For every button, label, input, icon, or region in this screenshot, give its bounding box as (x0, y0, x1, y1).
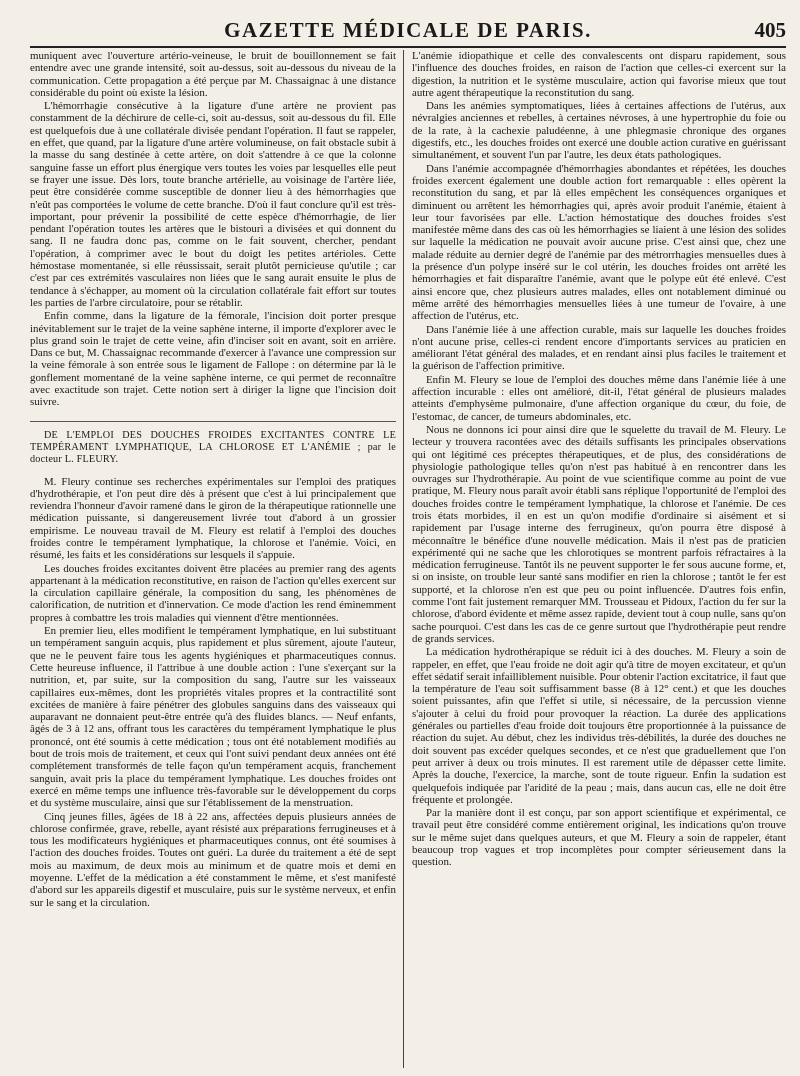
left-column (30, 50, 396, 1072)
paragraph: Nous ne donnons ici pour ainsi dire que le squelette du travail de M. Fleury. Le lecteur y trouvera racontées avec des détails suffisants les principales observations qui ont légitimé ces préceptes thérapeutiques, et de plus, des considérations de physiologie pathologique telles qu'on n'est pas habitué à en rencontrer dans les ouvrages sur l'hydrothérapie. Au point de vue scientifique comme au point de vue pratique, M. Fleury nous paraît avoir établi sans réplique l'opportunité de l'emploi des douches froides contre le tempérament lymphatique, la chlorose et l'anémie. De ces trois états morbides, il en est un qu'on modifie d'ordinaire si aisément et si rapidement par l'usage interne des ferrugineux, qu'on pourra être disposé à méconnaître le bénéfice d'une nouvelle médication. Mais il n'est pas de praticien expérimenté qui ne sache que les chlorotiques se montrent parfois réfractaires à la médication ferrugineuse. Tantôt ils ne peuvent supporter le fer sous aucune forme, et, si on insiste, on trouble leur santé sans modifier en rien la chlorose ; tantôt le fer est supporté, et la chlorose n'en est que peu ou point influencée. D'autres fois enfin, comme l'ont fait justement remarquer MM. Trousseau et Pidoux, l'action du fer sur la chlorose, d'abord évidente et même assez rapide, devient tout à coup nulle, sans qu'on sache pourquoi. C'est dans les cas de ce genre surtout que l'hydrothérapie peut rendre de grands services. (412, 423, 786, 645)
article-separator (30, 421, 396, 422)
article-heading: DE L'EMPLOI DES DOUCHES FROIDES EXCITANTES CONTRE LE TEMPÉRAMENT LYMPHATIQUE, LA CHLOROSE ET L'ANÉMIE ; par le docteur L. FLEURY. (30, 429, 396, 466)
paragraph: En premier lieu, elles modifient le tempérament lymphatique, en lui substituant un tempérament sanguin acquis, plus rapidement et plus sûrement, ajoute l'auteur, que ne le peuvent faire tous les agents hygiéniques et pharmaceutiques connus. Cette heureuse influence, il l'attribue à une double action : l'une s'exerçant sur la nutrition, et, par suite, sur la composition du sang, l'autre sur les vaisseaux capillaires eux-mêmes, dont les propriétés vitales propres et la contractilité sont excitées de manière à faire pénétrer des globules sanguins dans des vaisseaux qui auparavant ne donnaient peut-être entrée qu'à des fluides blancs. — Neuf enfants, âgés de 3 à 12 ans, offrant tous les caractères du tempérament lymphatique le plus prononcé, ont été soumis à cette médication ; tous ont été notablement modifiés au bout de trois mois de traitement, et ceux qui l'ont suivi pendant deux années ont été complétement transformés de telle façon qu'un tempérament acquis, franchement sanguin, avait pris la place du tempérament lymphatique. Les douches froides ont exercé en même temps une influence très-favorable sur le développement du corps et du système musculaire, ainsi que sur l'établissement de la menstruation. (30, 625, 396, 810)
paragraph: Enfin comme, dans la ligature de la fémorale, l'incision doit porter presque inévitablement sur le trajet de la veine saphène interne, il importe d'explorer avec le plus grand soin le trajet de cette veine, afin d'inciser soit en avant, soit en arrière. Dans ce but, M. Chassaignac recommande d'exercer à l'avance une compression sur la veine fémorale à son entrée sous le ligament de Fallope : on détermine par là le gonflement momentané de la veine saphène interne, ce qui permet de reconnaître avec exactitude son trajet. Cette notion sert à diriger la ligne que l'incision doit suivre. (30, 310, 396, 409)
page-header (30, 12, 786, 48)
paragraph: Dans l'anémie liée à une affection curable, mais sur laquelle les douches froides n'ont aucune prise, celles-ci rendent encore d'importants services au praticien en améliorant l'état général des malades, et en rendant ainsi plus faciles le traitement et la guérison de l'affection primitive. (412, 323, 786, 373)
paragraph: Enfin M. Fleury se loue de l'emploi des douches même dans l'anémie liée à une affection incurable : elles ont amélioré, dit-il, l'état général de plusieurs malades atteints d'emphysème pulmonaire, d'une affection organique du cœur, du foie, de l'estomac, de cancer, de tumeurs abdominales, etc. (412, 373, 786, 423)
paragraph: Dans les anémies symptomatiques, liées à certaines affections de l'utérus, aux névralgies anciennes et rebelles, à certaines névroses, à une hypertrophie du foie ou de la rate, à la cachexie paludéenne, à une phlegmasie chronique des organes digestifs, etc., les douches froides ont exercé une double action curative en guérissant simultanément, et souvent l'un par l'autre, les deux états pathologiques. (412, 100, 786, 162)
paragraph: Cinq jeunes filles, âgées de 18 à 22 ans, affectées depuis plusieurs années de chlorose confirmée, grave, rebelle, ayant résisté aux préparations ferrugineuses et à tous les modificateurs hygiéniques et pharmaceutiques connus, ont été soumises à l'action des douches froides. Toutes ont guéri. La durée du traitement a été de sept mois au maximum, de deux mois au minimum et de quatre mois et demi en moyenne. L'effet de la médication a été constamment le même, et s'est manifesté d'abord sur les appareils digestif et musculaire, puis sur le système nerveux, et enfin sur le sang et la circulation. (30, 810, 396, 909)
paragraph: Dans l'anémie accompagnée d'hémorrhagies abondantes et répétées, les douches froides exercent également une double action fort remarquable : elles opèrent la reconstitution du sang, et par là elles empêchent les conséquences organiques et diminuent ou arrêtent les hémorrhagies qui, après avoir produit l'anémie, étaient à leur tour favorisées par elle. L'action hémostatique des douches froides s'est manifestée même dans des cas où les hémorrhagies se liaient à une lésion des solides sur laquelle la médication ne pouvait avoir aucune prise. C'est ainsi que, chez une malade réduite au dernier degré de l'anémie par des métrorrhagies mensuelles dues à la présence d'un polype inséré sur le col utérin, les douches froides ont arrêté les hémorrhagies et fait disparaître l'anémie, avant que le polype eût été enlevé. C'est ainsi encore que, chez plusieurs autres malades, elles ont notablement diminué ou même arrêté des hémorrhagies mensuelles liées à une tumeur de l'ovaire, à une affection de l'utérus, etc. (412, 162, 786, 323)
paragraph: La médication hydrothérapique se réduit ici à des douches. M. Fleury a soin de rappeler, en effet, que l'eau froide ne doit agir qu'à titre de moyen excitateur, et qu'un effet sédatif serait infailliblement nuisible. Pour obtenir l'action excitatrice, il faut que la température de l'eau soit suffisamment basse (8 à 12° cent.) et que les douches soient puissantes, afin que l'effet si utile, si nécessaire, de la percussion vienne s'ajouter à celui du froid pour provoquer la réaction. La durée des applications générales ou partielles d'eau froide doit toujours être proportionnée à la puissance de réaction du sujet. Au début, chez les individus très-débilités, la durée des douches ne doit souvent pas excéder quelques secondes, et ce n'est que graduellement que l'on peut arriver à deux ou trois minutes. Il est rarement utile de dépasser cette limite. Après la douche, l'exercice, la marche, sont de toute rigueur. Enfin la sudation est quelquefois indiquée par l'aridité de la peau ; mais, dans aucun cas, elle ne doit être fréquente et prolongée. (412, 646, 786, 806)
paragraph: Par la manière dont il est conçu, par son apport scientifique et expérimental, ce travail peut être considéré comme entièrement original, les indications qu'on trouve sur le même sujet dans quelques auteurs, et que M. Fleury a soin de rappeler, étant beaucoup trop vagues et trop incomplètes pour compter sérieusement dans la question. (412, 807, 786, 869)
columns (30, 50, 786, 1072)
paragraph: L'anémie idiopathique et celle des convalescents ont disparu rapidement, sous l'influence des douches froides, en raison de l'action que celles-ci exercent sur la digestion, la nutrition et le système musculaire, action qui favorise mieux que tout autre agent thérapeutique la reconstitution du sang. (412, 50, 786, 99)
page-number: 405 (754, 18, 786, 42)
right-column (412, 50, 786, 1072)
paragraph: muniquent avec l'ouverture artério-veineuse, le bruit de bouillonnement se fait entendre avec une grande intensité, soit au-dessus, soit au-dessous du niveau de la communication. Cette propagation a été perçue par M. Chassaignac à une distance considérable du point où existe la lésion. (30, 50, 396, 99)
paragraph: M. Fleury continue ses recherches expérimentales sur l'emploi des pratiques d'hydrothérapie, et l'on peut dire dès à présent que c'est à lui principalement que reviendra l'honneur d'avoir ramené dans le giron de la thérapeutique rationnelle une médication puissante, si dangereusement livrée tout d'abord à un grossier empirisme. Le nouveau travail de M. Fleury est relatif à l'emploi des douches froides contre le tempérament lymphatique, la chlorose et l'anémie. Voici, en résumé, les faits et les considérations sur lesquels il s'appuie. (30, 475, 396, 562)
paragraph: Les douches froides excitantes doivent être placées au premier rang des agents appartenant à la médication reconstitutive, en raison de l'action qu'elles exercent sur la circulation capillaire générale, la composition du sang, les phénomènes de calorification, de nutrition et d'innervation. Ce mode d'action les rend éminemment propres à combattre les trois maladies qui viennent d'être mentionnées. (30, 562, 396, 624)
paragraph: L'hémorrhagie consécutive à la ligature d'une artère ne provient pas constamment de la déchirure de celle-ci, soit au-dessus, soit au-dessous du fil. Elle est quelquefois due à une collatérale divisée pendant l'opération. Il faut se rappeler, en effet, que quand, par la ligature d'une artère volumineuse, on fait obstacle subit à la masse du sang destinée à cette artère, on doit s'attendre à ce que la colonne sanguine fasse un effort plus énergique vers toutes les voies par lesquelles elle peut se frayer une issue. Dès lors, toute branche artérielle, au voisinage de l'artère liée, peut être considérée comme susceptible de donner lieu à des hémorrhagies que n'eût pas comportées le volume de cette branche. D'où il faut conclure qu'il est très-important, pour prévenir la possibilité de cette espèce d'hémorrhagie, de lier pendant l'opération toutes les artères que le bistouri a divisées et qui donnent du sang. Il ne faudra donc pas, comme on le fait souvent, chercher, pendant l'opération, à comprimer avec le bout du doigt les petites artérioles. Cette hémostase momentanée, si elle réussissait, serait plutôt pernicieuse qu'utile ; car c'est par ces extrémités vasculaires non liées que le sang aurait ensuite le plus de tendance à s'échapper, au moment où la circulation collatérale fait effort sur toutes les parties de l'arbre circulatoire, pour se rétablir. (30, 100, 396, 309)
journal-title: GAZETTE MÉDICALE DE PARIS. (224, 18, 592, 42)
